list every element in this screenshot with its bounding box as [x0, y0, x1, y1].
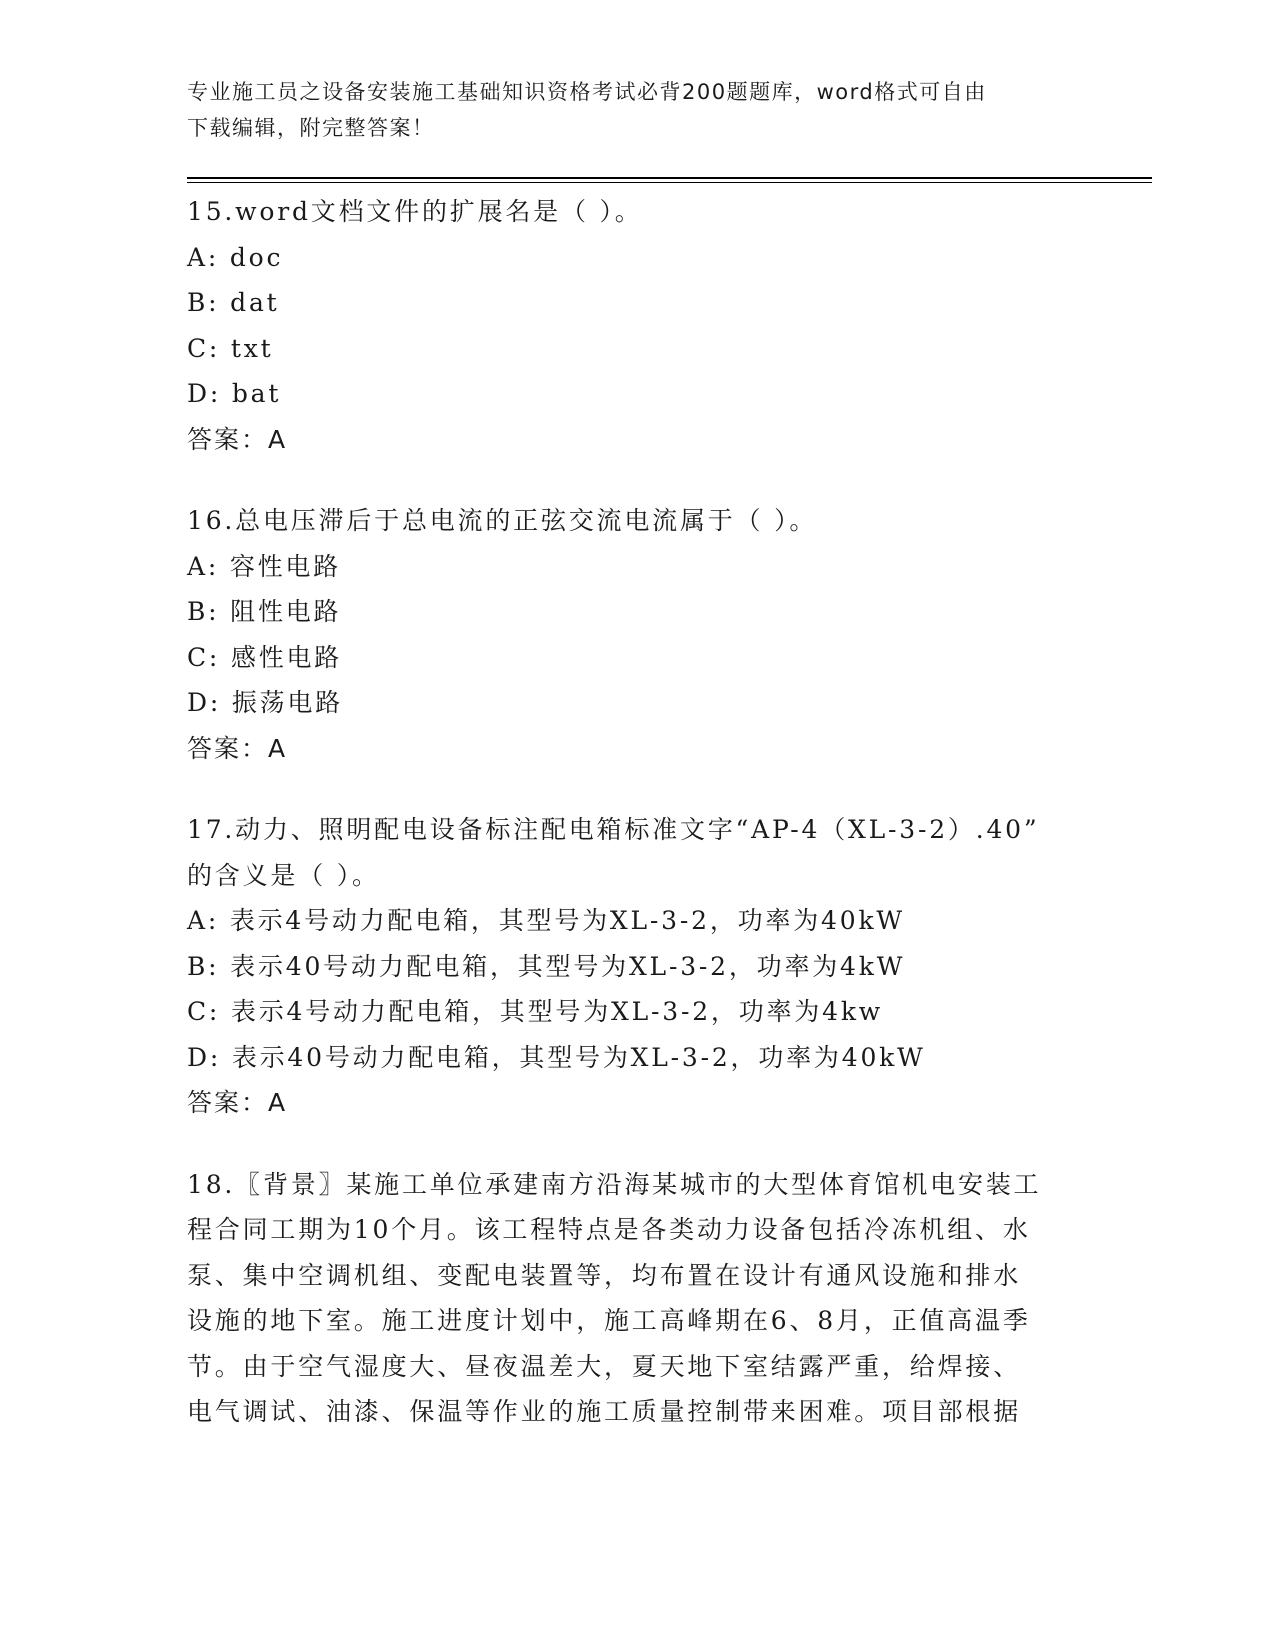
- question-stem-line-1: 17.动力、照明配电设备标注配电箱标准文字“AP-4（XL-3-2）.40”: [187, 815, 1040, 844]
- option-b: B: dat: [187, 288, 280, 317]
- question-text-line: 程合同工期为10个月。该工程特点是各类动力设备包括冷冻机组、水: [187, 1215, 1031, 1244]
- option-a: A: doc: [187, 242, 284, 272]
- question-stem-line-2: 的含义是（ ）。: [187, 860, 380, 890]
- header-line-1: 专业施工员之设备安装施工基础知识资格考试必背200题题库，word格式可自由: [187, 80, 987, 104]
- header-divider-thin: [187, 182, 1152, 183]
- question-15: [187, 189, 1087, 462]
- option-b: B: 表示40号动力配电箱，其型号为XL-3-2，功率为4kW: [187, 951, 906, 981]
- option-b: B: 阻性电路: [187, 597, 342, 626]
- question-text-line: 18.〖背景〗某施工单位承建南方沿海某城市的大型体育馆机电安装工: [187, 1169, 1042, 1199]
- option-d: D: 振荡电路: [187, 688, 344, 717]
- question-text-line: 设施的地下室。施工进度计划中，施工高峰期在6、8月，正值高温季: [187, 1306, 1031, 1335]
- option-a: A: 表示4号动力配电箱，其型号为XL-3-2，功率为40kW: [187, 906, 905, 935]
- question-stem: 15.word文档文件的扩展名是（ ）。: [187, 197, 643, 226]
- option-a: A: 容性电路: [187, 551, 342, 581]
- option-c: C: 感性电路: [187, 642, 343, 672]
- question-text-line: 节。由于空气湿度大、昼夜温差大，夏天地下室结露严重，给焊接、: [187, 1351, 1022, 1381]
- question-list: [187, 189, 1087, 1471]
- header-line-2: 下载编辑，附完整答案！: [187, 116, 435, 140]
- option-c: C: 表示4号动力配电箱，其型号为XL-3-2，功率为4kw: [187, 997, 883, 1026]
- answer-line: 答案：A: [187, 424, 288, 454]
- question-text-line: 电气调试、油漆、保温等作业的施工质量控制带来困难。项目部根据: [187, 1397, 1022, 1426]
- question-stem: 16.总电压滞后于总电流的正弦交流电流属于（ ）。: [187, 506, 818, 535]
- question-17: [187, 807, 1087, 1126]
- question-16: [187, 498, 1087, 771]
- option-d: D: bat: [187, 379, 282, 408]
- question-18: [187, 1162, 1087, 1435]
- option-d: D: 表示40号动力配电箱，其型号为XL-3-2，功率为40kW: [187, 1042, 926, 1072]
- question-text-line: 泵、集中空调机组、变配电装置等，均布置在设计有通风设施和排水: [187, 1260, 1022, 1290]
- header-divider-thick: [187, 177, 1152, 179]
- answer-line: 答案：A: [187, 733, 288, 763]
- document-header: [187, 74, 1087, 146]
- option-c: C: txt: [187, 333, 274, 363]
- answer-line: 答案：A: [187, 1088, 288, 1117]
